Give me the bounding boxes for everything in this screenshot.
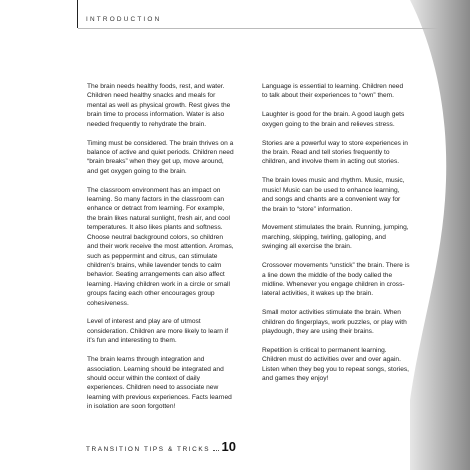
paragraph: The brain needs healthy foods, rest, and water. Children need healthy snacks and meals for mental as well as physical growth. Rest gives the brain time to process information. Water is also needed frequently to rehydrate the brain. xyxy=(87,83,231,128)
footer-dot-leader xyxy=(213,449,218,451)
page-number: 10 xyxy=(221,439,236,454)
footer-title: TRANSITION TIPS & TRICKS xyxy=(86,446,211,453)
paragraph: Timing must be considered. The brain thrives on a balance of active and quiet periods. Children need “brain breaks” when they get up, move around, and get oxygen going to the brain. xyxy=(87,139,234,175)
paragraph: The brain learns through integration and association. Learning should be integrated and should occur within the context of daily experiences. Children need to associate new learning with previous experiences. Facts learned in isolation are soon forgotten! xyxy=(87,356,232,411)
paragraph: Small motor activities stimulate the brain. When children do fingerplays, work puzzles, or play with playdough, they are using their brains. xyxy=(262,309,407,336)
paragraph: Level of interest and play are of utmost consideration. Children are more likely to learn if it’s fun and interesting to them. xyxy=(87,318,229,345)
section-label: INTRODUCTION xyxy=(86,16,162,23)
paragraph: The classroom environment has an impact on learning. So many factors in the classroom can enhance or detract from learning. For example, the brain likes natural sunlight, fresh air, and cool temperatures. It also likes plants and softness. Choose neutral background colors, so children and their work receive the most attention. Aromas, such as peppermint and citrus, can stimulate children’s brains, while lavender tends to calm behavior. Seating arrangements can also affect learning. Having children work in a circle or small groups facing each other encourages group cohesiveness. xyxy=(87,186,234,307)
header-vertical-rule xyxy=(77,0,78,28)
paragraph: The brain loves music and rhythm. Music, music, music! Music can be used to enhance learning, and songs and chants are a convenient way for the brain to “store” information. xyxy=(262,177,405,213)
paragraph: Laughter is good for the brain. A good laugh gets oxygen going to the brain and relieves stress. xyxy=(262,111,405,128)
paragraph: Language is essential to learning. Children need to talk about their experiences to “own” them. xyxy=(262,83,404,100)
paragraph: Movement stimulates the brain. Running, jumping, marching, skipping, twirling, galloping, and swinging all exercise the brain. xyxy=(262,224,409,251)
right-column xyxy=(262,82,410,393)
paragraph: Repetition is critical to permanent learning. Children must do activities over and over again. Listen when they beg you to repeat songs, stories, and games they enjoy! xyxy=(262,347,409,383)
header-horizontal-rule xyxy=(78,28,438,29)
page-footer xyxy=(86,441,236,453)
paragraph: Crossover movements “unstick” the brain. There is a line down the middle of the body called the midline. Whenever you engage children in cross-lateral activities, it wakes up the brain. xyxy=(262,262,410,298)
paragraph: Stories are a powerful way to store experiences in the brain. Read and tell stories frequently to children, and involve them in acting out stories. xyxy=(262,139,408,166)
left-column xyxy=(87,82,235,421)
